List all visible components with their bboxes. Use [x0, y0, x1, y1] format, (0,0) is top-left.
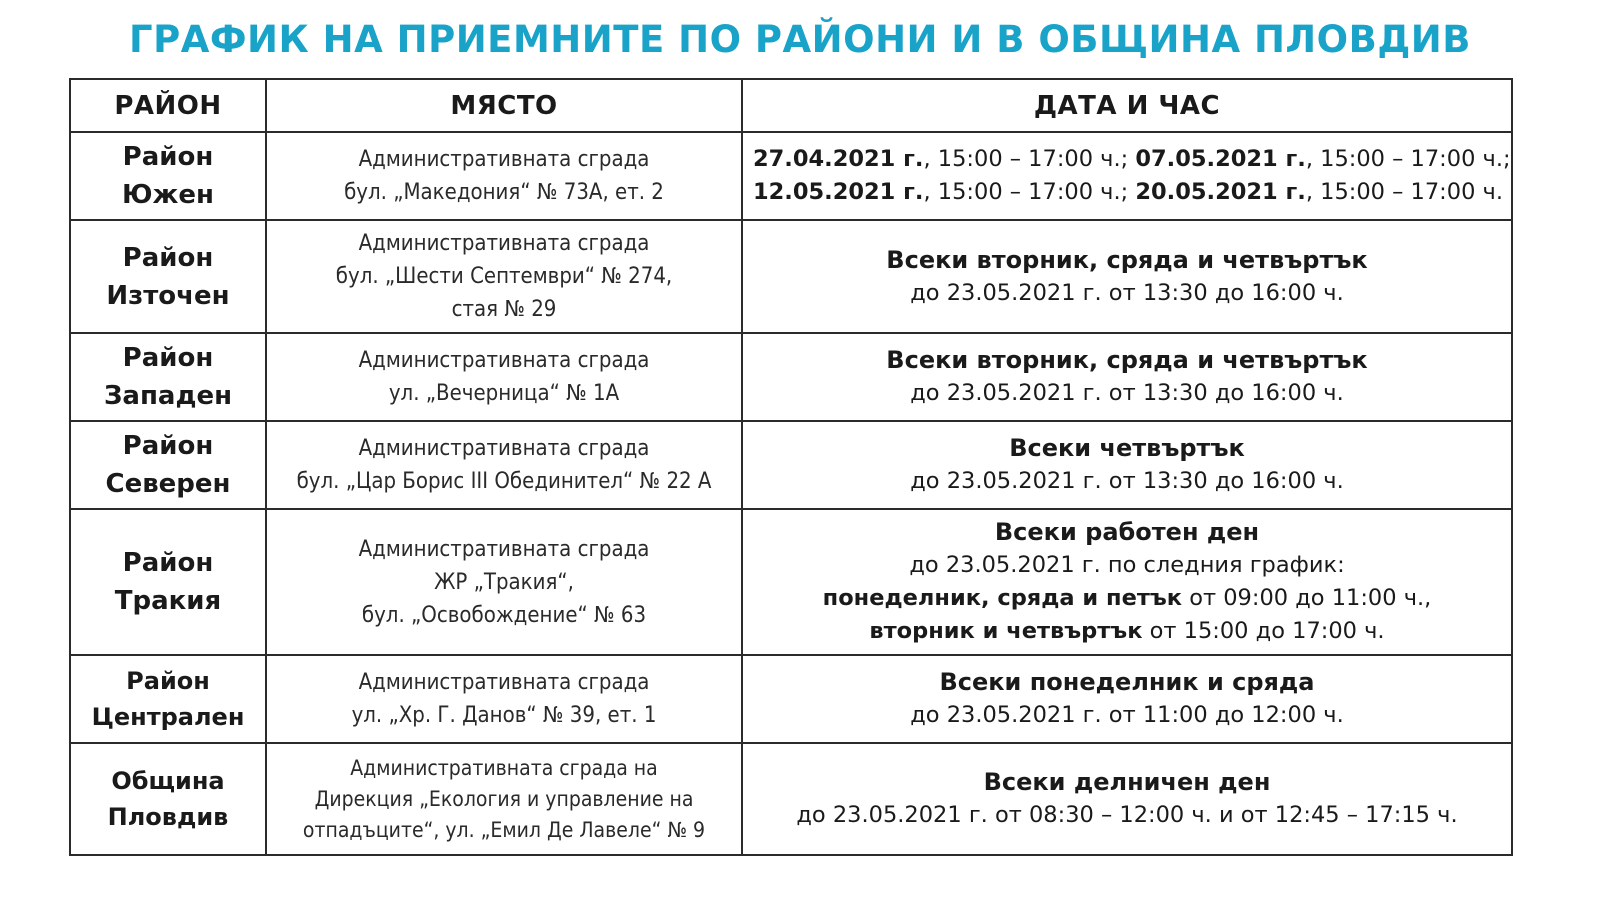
dates-line — [753, 176, 1507, 209]
district-line: Район — [126, 667, 210, 695]
column-header-district: РАЙОН — [70, 79, 266, 132]
table-header-row — [70, 79, 1512, 132]
place-line: отпадъците“, ул. „Емил Де Лавеле“ № 9 — [302, 817, 706, 842]
table-row — [70, 132, 1512, 220]
column-header-datetime: ДАТА И ЧАС — [742, 79, 1512, 132]
hours-label: от 15:00 до 17:00 ч. — [1142, 618, 1385, 644]
date-value: 27.04.2021 г. — [753, 146, 924, 172]
datetime-cell — [742, 421, 1512, 509]
district-cell — [70, 655, 266, 743]
place-cell — [266, 220, 742, 333]
schedule-heading: Всеки понеделник и сряда — [939, 668, 1315, 696]
datetime-cell — [742, 509, 1512, 655]
district-line: Южен — [122, 180, 214, 210]
place-line: ул. „Вечерница“ № 1А — [388, 381, 620, 406]
place-line: бул. „Цар Борис III Обединител“ № 22 А — [296, 469, 712, 494]
schedule-line — [747, 582, 1507, 615]
date-value: 12.05.2021 г. — [753, 179, 924, 205]
place-cell — [266, 655, 742, 743]
place-line: Дирекция „Екология и управление на — [314, 786, 694, 811]
datetime-cell — [742, 132, 1512, 220]
place-line: Административната сграда — [358, 670, 650, 695]
district-cell — [70, 509, 266, 655]
district-cell — [70, 333, 266, 421]
column-header-place: МЯСТО — [266, 79, 742, 132]
district-line: Северен — [105, 469, 231, 499]
place-line: бул. „Освобождение“ № 63 — [361, 602, 647, 628]
time-value: , 15:00 – 17:00 ч. — [1305, 179, 1503, 205]
schedule-detail: до 23.05.2021 г. от 13:30 до 16:00 ч. — [910, 380, 1344, 406]
place-cell — [266, 132, 742, 220]
schedule-line — [747, 615, 1507, 648]
district-cell — [70, 132, 266, 220]
schedule-heading: Всеки вторник, сряда и четвъртък — [886, 245, 1368, 274]
place-line: Административната сграда — [358, 231, 650, 256]
district-cell — [70, 220, 266, 333]
time-value: , 15:00 – 17:00 ч.; — [1305, 146, 1511, 172]
district-line: Тракия — [114, 586, 222, 616]
schedule-detail: до 23.05.2021 г. от 13:30 до 16:00 ч. — [910, 279, 1344, 306]
schedule-detail: до 23.05.2021 г. от 08:30 – 12:00 ч. и от 12:45 – 17:15 ч. — [796, 802, 1458, 828]
datetime-cell — [742, 743, 1512, 855]
table-row — [70, 333, 1512, 421]
schedule-heading: Всеки работен ден — [994, 518, 1260, 546]
place-line: бул. „Македония“ № 73А, ет. 2 — [344, 180, 664, 205]
place-line: Административната сграда — [358, 436, 650, 461]
schedule-heading: Всеки делничен ден — [983, 768, 1271, 796]
table-row — [70, 220, 1512, 333]
district-line: Район — [122, 548, 214, 578]
schedule-detail: до 23.05.2021 г. по следния график: — [909, 552, 1345, 578]
datetime-cell — [742, 655, 1512, 743]
days-label: вторник и четвъртък — [869, 618, 1143, 644]
district-line: Район — [122, 343, 214, 373]
district-line: Западен — [103, 381, 233, 411]
place-line: бул. „Шести Септември“ № 274, — [335, 264, 673, 289]
table-row — [70, 421, 1512, 509]
place-line: ул. „Хр. Г. Данов“ № 39, ет. 1 — [351, 703, 657, 728]
hours-label: от 09:00 до 11:00 ч., — [1182, 585, 1432, 611]
date-value: 07.05.2021 г. — [1135, 146, 1306, 172]
district-line: Пловдив — [107, 803, 229, 831]
date-value: 20.05.2021 г. — [1135, 179, 1306, 205]
district-line: Централен — [91, 703, 245, 731]
place-cell — [266, 421, 742, 509]
place-line: стая № 29 — [451, 297, 557, 322]
district-line: Източен — [106, 280, 230, 311]
district-cell — [70, 743, 266, 855]
table-row — [70, 509, 1512, 655]
schedule-table — [69, 78, 1513, 856]
place-cell — [266, 743, 742, 855]
datetime-cell — [742, 220, 1512, 333]
place-cell — [266, 509, 742, 655]
table-row — [70, 655, 1512, 743]
table-row — [70, 743, 1512, 855]
schedule-heading: Всеки вторник, сряда и четвъртък — [886, 346, 1368, 374]
district-line: Район — [122, 242, 214, 273]
dates-line — [753, 143, 1511, 176]
district-line: Район — [122, 431, 214, 461]
district-line: Община — [111, 767, 225, 795]
schedule-heading: Всеки четвъртък — [1009, 434, 1245, 462]
place-line: Административната сграда на — [350, 755, 658, 780]
page-title: ГРАФИК НА ПРИЕМНИТЕ ПО РАЙОНИ И В ОБЩИНА ПЛОВДИВ — [129, 18, 1471, 61]
place-line: Административната сграда — [358, 348, 650, 373]
district-cell — [70, 421, 266, 509]
district-line: Район — [122, 142, 214, 172]
place-cell — [266, 333, 742, 421]
time-value: , 15:00 – 17:00 ч.; — [923, 146, 1136, 172]
datetime-cell — [742, 333, 1512, 421]
schedule-detail: до 23.05.2021 г. от 13:30 до 16:00 ч. — [910, 468, 1344, 494]
place-line: ЖР „Тракия“, — [434, 569, 574, 595]
place-line: Административната сграда — [358, 147, 650, 172]
place-line: Административната сграда — [358, 536, 650, 562]
days-label: понеделник, сряда и петък — [822, 585, 1183, 611]
time-value: , 15:00 – 17:00 ч.; — [923, 179, 1136, 205]
schedule-detail: до 23.05.2021 г. от 11:00 до 12:00 ч. — [910, 702, 1344, 728]
